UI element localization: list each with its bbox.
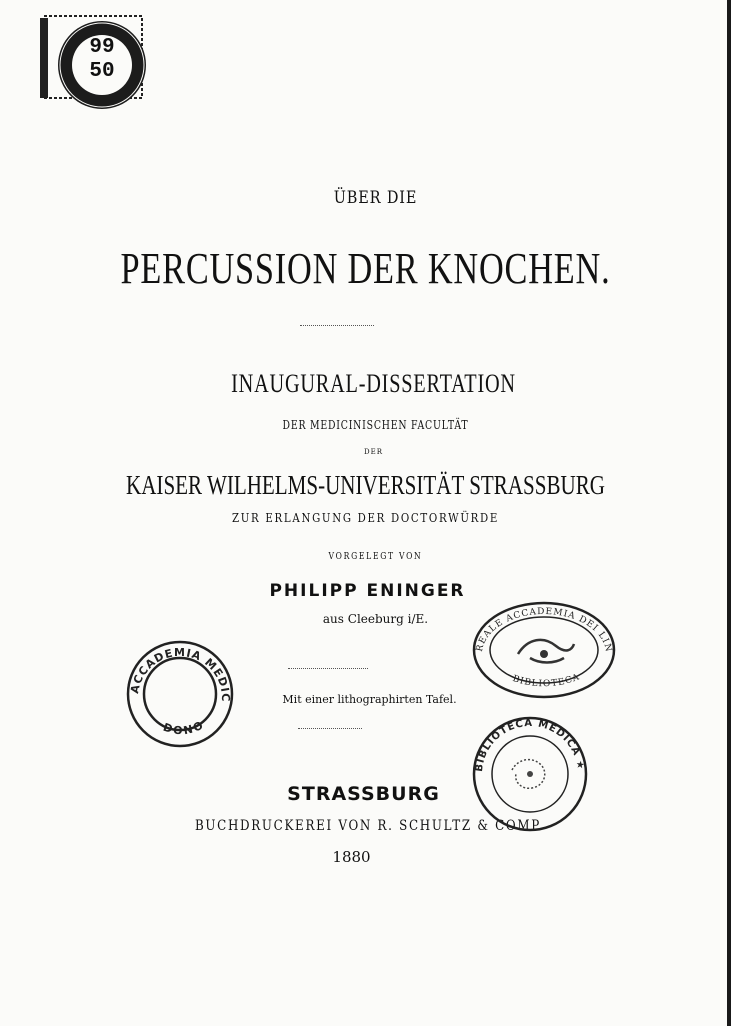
shelfmark-bottom: 50 — [89, 60, 115, 83]
dissertation-heading: INAUGURAL-DISSERTATION — [231, 369, 516, 398]
svg-text:DONO: DONO — [161, 717, 207, 738]
roma-medica-stamp — [468, 712, 592, 836]
lincei-stamp-graphic — [470, 598, 620, 702]
title-prefix: ÜBER DIE — [333, 188, 418, 208]
university-line: KAISER WILHELMS-UNIVERSITÄT STRASSBURG — [126, 470, 605, 500]
purpose-line: ZUR ERLANGUNG DER DOCTORWÜRDE — [231, 511, 500, 525]
imprint-year: 1880 — [332, 848, 371, 866]
der-line: DER — [364, 448, 383, 456]
separator-3 — [298, 728, 362, 729]
presented-by-line: VORGELEGT VON — [328, 552, 423, 562]
scan-edge — [727, 0, 731, 1026]
plate-note: Mit einer lithographirten Tafel. — [282, 693, 457, 706]
separator-1 — [300, 325, 374, 326]
imprint-city: STRASSBURG — [287, 783, 440, 805]
svg-text:BIBLIOTECA: BIBLIOTECA — [511, 672, 582, 690]
svg-text:ACCADEMIA MEDICA: ACCADEMIA MEDIC — [128, 645, 233, 703]
page-title: PERCUSSION DER KNOCHEN. — [120, 244, 611, 293]
imprint-printer: BUCHDRUCKEREI VON R. SCHULTZ & COMP. — [194, 818, 545, 834]
svg-text:BIBLIOTECA MEDICA ★ DI ROMA ★: BIBLIOTECA MEDICA ★ — [473, 717, 587, 773]
lincei-stamp — [470, 598, 620, 702]
faculty-line: DER MEDICINISCHEN FACULTÄT — [282, 418, 469, 432]
shelfmark-number — [82, 36, 122, 84]
author-name: PHILIPP ENINGER — [269, 581, 466, 601]
svg-text:REALE ACCADEMIA DEI LINCEI: REALE ACCADEMIA DEI LIN — [474, 606, 614, 654]
accademia-medica-stamp — [122, 638, 242, 750]
shelfmark-top: 99 — [89, 36, 115, 59]
roma-medica-stamp-graphic — [468, 712, 592, 836]
separator-2 — [288, 668, 368, 669]
accademia-medica-stamp-graphic — [122, 638, 242, 750]
shelfmark-stamp — [40, 12, 150, 112]
author-origin: aus Cleeburg i/E. — [322, 612, 429, 626]
